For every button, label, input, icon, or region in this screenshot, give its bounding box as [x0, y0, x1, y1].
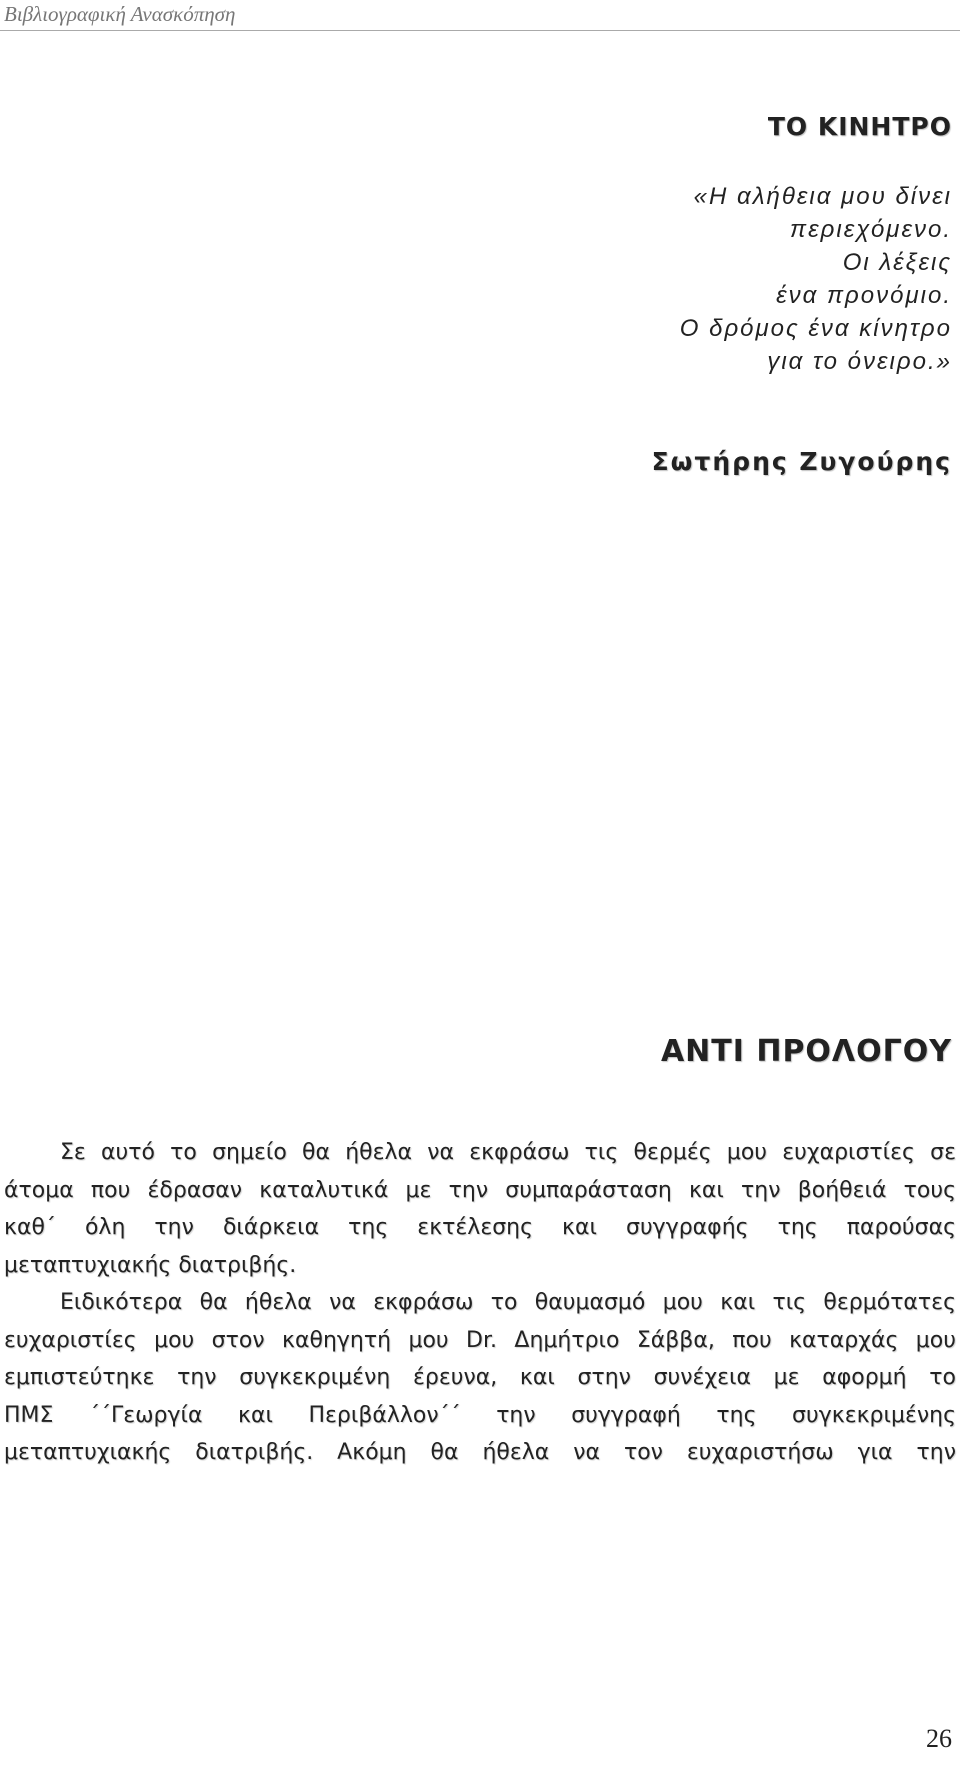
epigraph-line: περιεχόμενο. [790, 216, 952, 243]
epigraph [680, 180, 952, 378]
body-line: ευχαριστίες μου στον καθηγητή μου Dr. Δημήτριο Σάββα, που καταρχάς μου [4, 1327, 956, 1353]
epigraph-line: ένα προνόμιο. [776, 282, 952, 309]
preface-body [4, 1134, 956, 1472]
page-number: 26 [926, 1724, 952, 1753]
body-line: εμπιστεύτηκε την συγκεκριμένη έρευνα, και στην συνέχεια με αφορμή το [4, 1365, 956, 1390]
epigraph-line: Ο δρόμος ένα κίνητρο [679, 315, 952, 342]
epigraph-line: Οι λέξεις [842, 249, 952, 276]
body-line: άτομα που έδρασαν καταλυτικά με την συμπαράσταση και την βοήθειά τους [4, 1177, 956, 1203]
body-line: Σε αυτό το σημείο θα ήθελα να εκφράσω τις θερμές μου ευχαριστίες σε [60, 1140, 956, 1165]
body-line: Ειδικότερα θα ήθελα να εκφράσω το θαυμασμό μου και τις θερμότατες [60, 1290, 956, 1315]
epigraph-line: για το όνειρο.» [767, 348, 952, 375]
body-line: μεταπτυχιακής διατριβής. [4, 1252, 297, 1278]
motive-title: ΤΟ ΚΙΝΗΤΡΟ [767, 112, 952, 141]
body-line: μεταπτυχιακής διατριβής. Ακόμη θα ήθελα να τον ευχαριστήσω για την [4, 1440, 956, 1465]
preface-title: ΑΝΤΙ ΠΡΟΛΟΓΟΥ [660, 1034, 952, 1069]
body-line: καθ΄ όλη την διάρκεια της εκτέλεσης και συγγραφής της παρούσας [4, 1215, 956, 1240]
header-rule [0, 30, 960, 31]
epigraph-line: «Η αλήθεια μου δίνει [693, 183, 952, 210]
epigraph-author: Σωτήρης Ζυγούρης [651, 447, 952, 476]
body-line: ΠΜΣ ΄΄Γεωργία και Περιβάλλον΄΄ την συγγραφή της συγκεκριμένης [4, 1402, 956, 1428]
running-header: Βιβλιογραφική Ανασκόπηση [4, 2, 236, 26]
